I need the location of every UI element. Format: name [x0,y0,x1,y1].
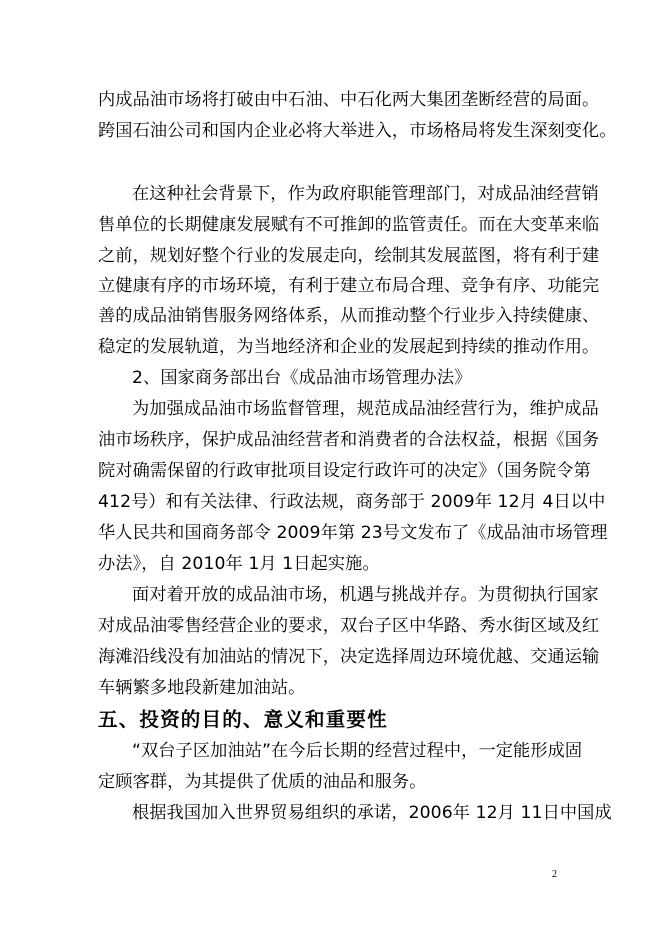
page-number: 2 [552,869,557,880]
text-line: 为加强成品油市场监督管理，规范成品油经营行为，维护成品 [132,399,599,419]
text-line: 车辆繁多地段新建加油站。 [98,678,306,698]
text-line: 院对确需保留的行政审批项目设定行政许可的决定》（国务院令第 [98,461,591,481]
text-line: “双台子区加油站”在今后长期的经营过程中，一定能形成固 [132,741,583,761]
text-line: 海滩沿线没有加油站的情况下，决定选择周边环境优越、交通运输 [98,647,600,667]
section-heading: 五、投资的目的、意义和重要性 [98,708,388,731]
text-line: 售单位的长期健康发展赋有不可推卸的监管责任。而在大变革来临 [98,215,600,235]
text-line: 对成品油零售经营企业的要求，双台子区中华路、秀水街区域及红 [98,616,600,636]
text-line: 面对着开放的成品油市场，机遇与挑战并存。为贯彻执行国家 [132,585,599,605]
text-line: 跨国石油公司和国内企业必将大举进入，市场格局将发生深刻变化。 [98,121,617,141]
text-line: 内成品油市场将打破由中石油、中石化两大集团垄断经营的局面。 [98,90,600,110]
text-line: 立健康有序的市场环境，有利于建立布局合理、竞争有序、功能完 [98,276,600,296]
text-line: 定顾客群，为其提供了优质的油品和服务。 [98,772,427,792]
text-line: 华人民共和国商务部令 2009年第 23号文发布了《成品油市场管理 [98,523,608,543]
subsection-title: 2、国家商务部出台《成品油市场管理办法》 [132,368,472,388]
text-line: 油市场秩序，保护成品油经营者和消费者的合法权益，根据《国务 [98,430,600,450]
text-line: 稳定的发展轨道，为当地经济和企业的发展起到持续的推动作用。 [98,337,600,357]
text-line: 善的成品油销售服务网络体系，从而推动整个行业步入持续健康、 [98,306,600,326]
text-line: 在这种社会背景下，作为政府职能管理部门，对成品油经营销 [132,184,599,204]
text-line: 412号）和有关法律、行政法规，商务部于 2009年 12月 4日以中 [98,492,606,512]
text-line: 根据我国加入世界贸易组织的承诺，2006年 12月 11日中国成 [132,803,612,823]
text-line: 办法》，自 2010年 1月 1日起实施。 [98,554,380,574]
text-line: 之前，规划好整个行业的发展走向，绘制其发展蓝图，将有利于建 [98,246,600,266]
